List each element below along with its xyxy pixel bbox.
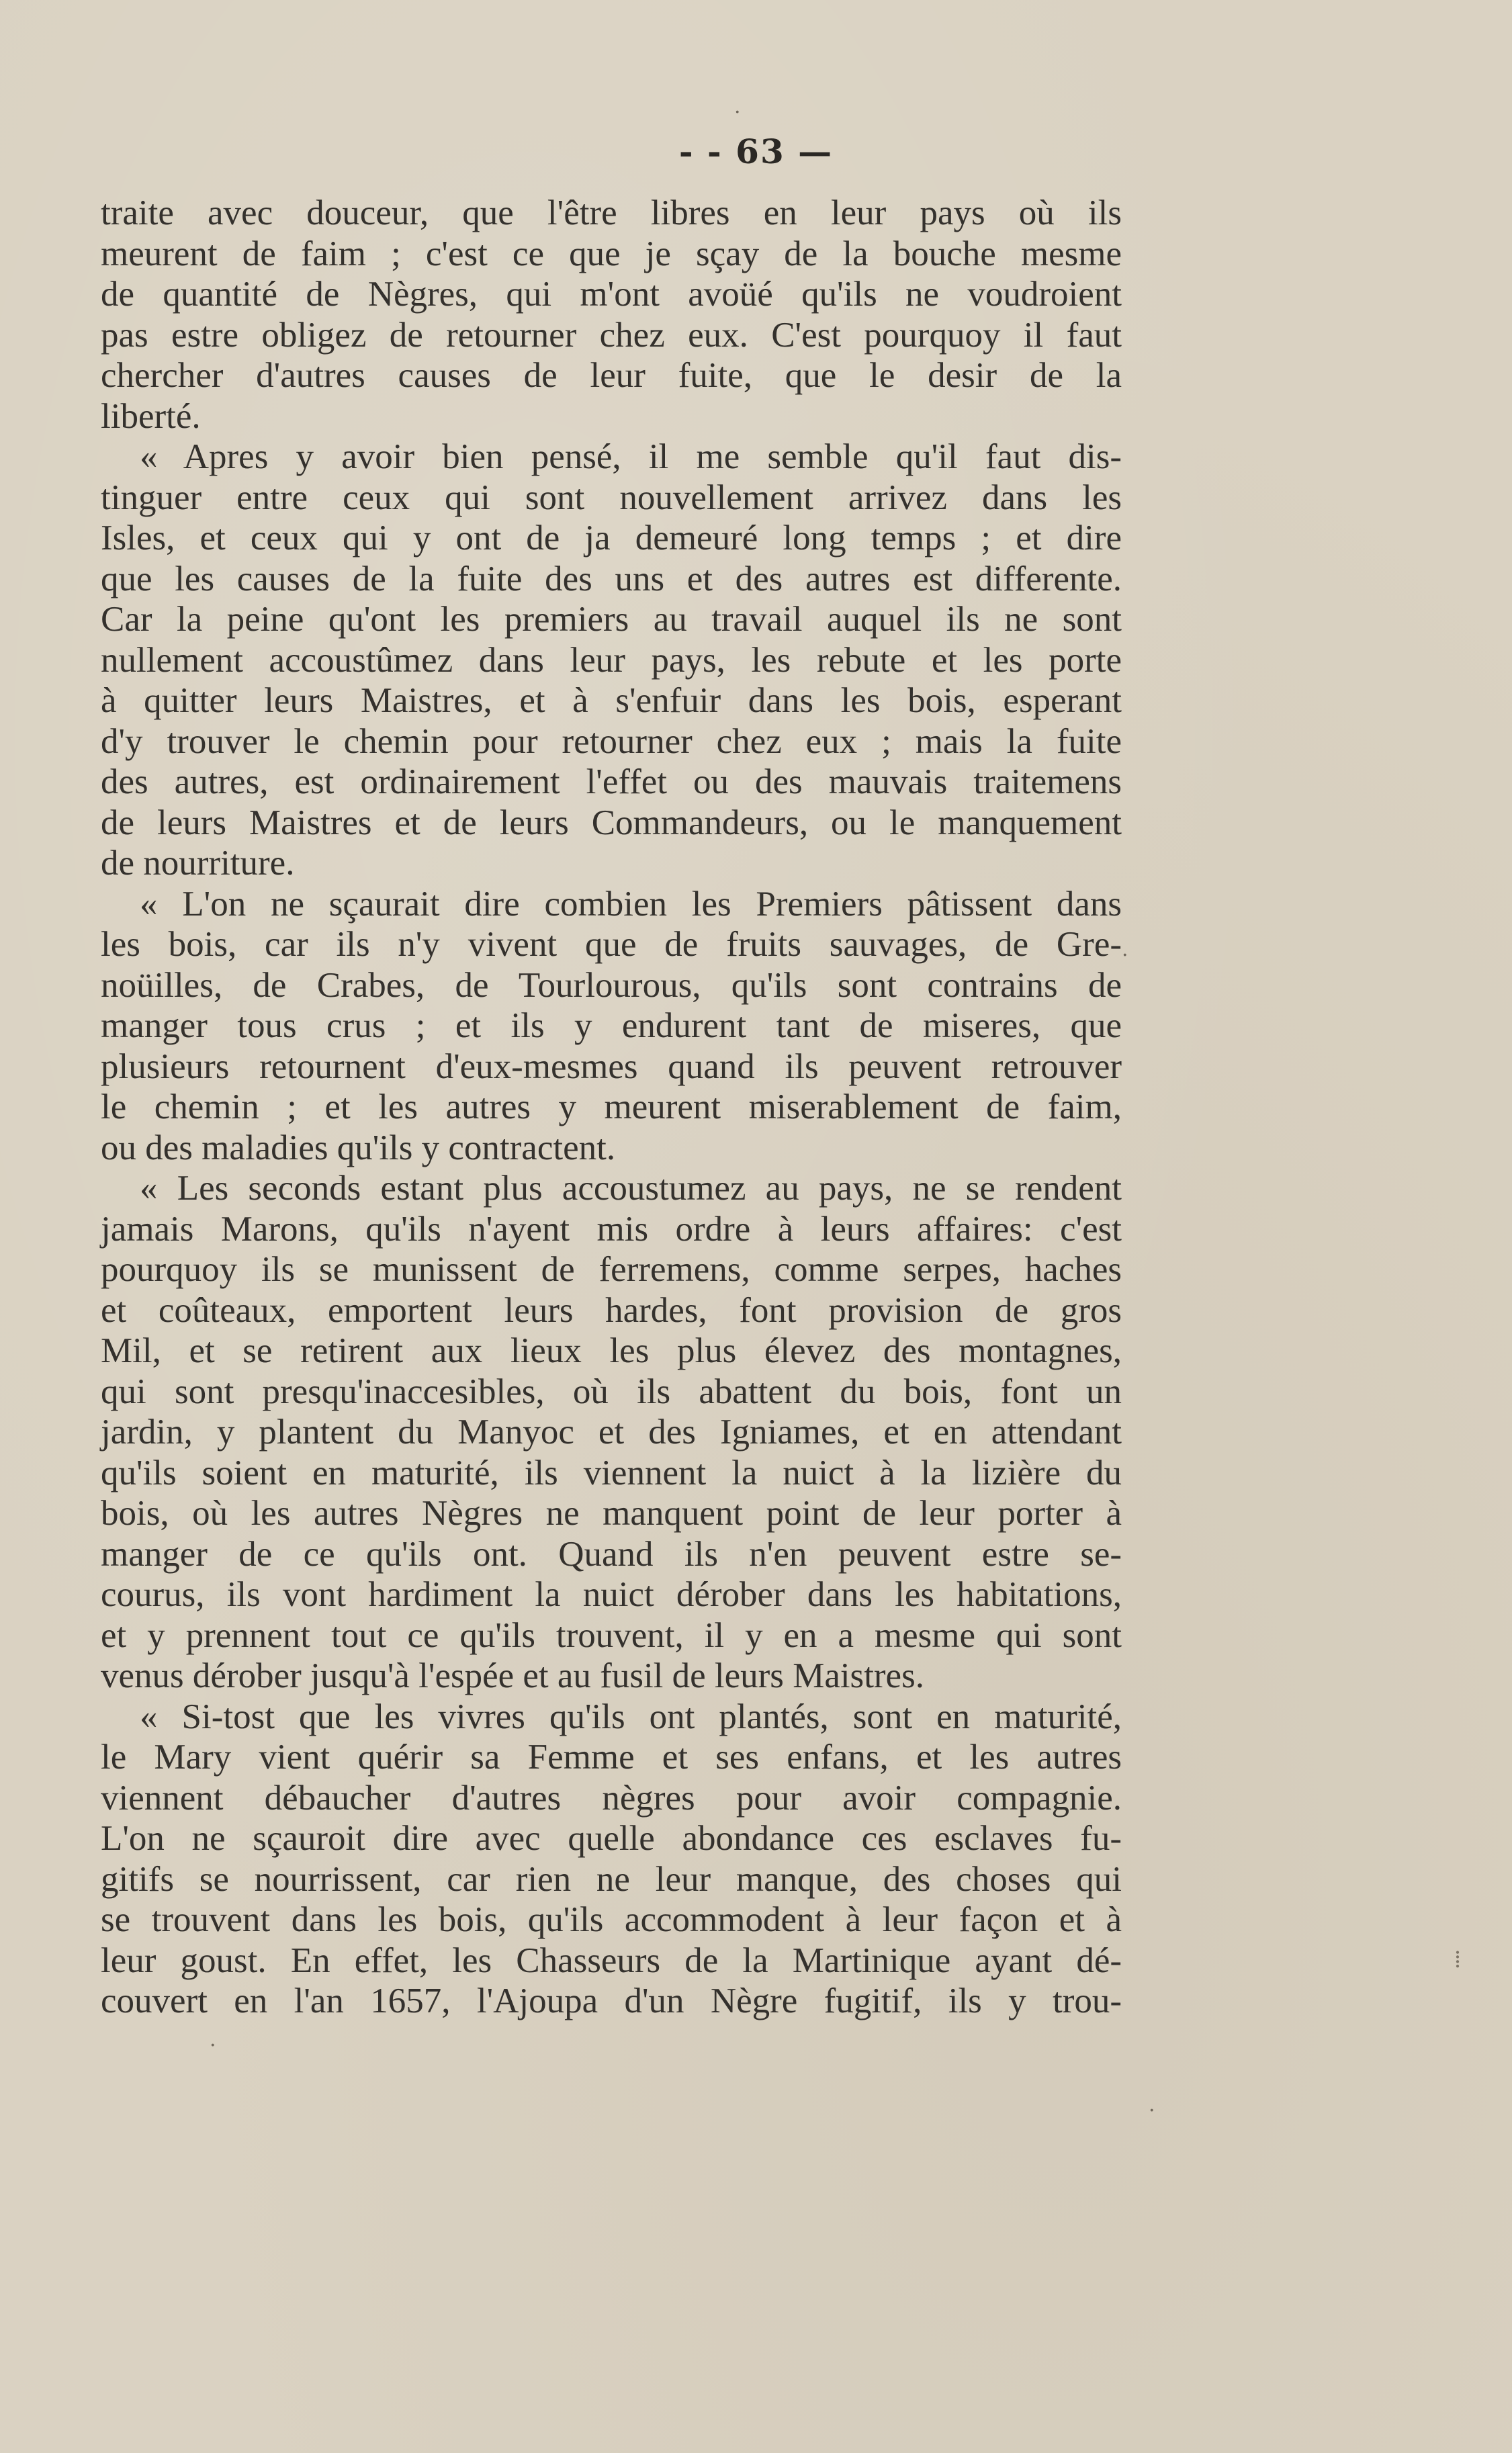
text-line: L'on ne sçauroit dire avec quelle abondance ces esclaves fu-	[101, 1819, 1122, 1858]
text-line: jardin, y plantent du Manyoc et des Igniames, et en attendant	[101, 1413, 1122, 1452]
text-line: leur goust. En effet, les Chasseurs de la Martinique ayant dé-	[101, 1941, 1122, 1980]
paper-speck: ·	[734, 101, 741, 124]
text-line: se trouvent dans les bois, qu'ils accommodent à leur façon et à	[101, 1900, 1122, 1939]
text-line: liberté.	[101, 396, 201, 436]
text-line: et y prennent tout ce qu'ils trouvent, il y en a mesme qui sont	[101, 1615, 1122, 1655]
text-line: qui sont presqu'inaccesibles, où ils abattent du bois, font un	[101, 1372, 1122, 1411]
text-line: bois, où les autres Nègres ne manquent point de leur porter à	[101, 1494, 1122, 1533]
text-line: de nourriture.	[101, 844, 295, 883]
text-line: manger tous crus ; et ils y endurent tant de miseres, que	[101, 1006, 1122, 1045]
text-line: « Si-tost que les vivres qu'ils ont plantés, sont en maturité,	[140, 1697, 1122, 1736]
text-line: viennent débaucher d'autres nègres pour avoir compagnie.	[101, 1778, 1122, 1818]
text-line: et coûteaux, emportent leurs hardes, font provision de gros	[101, 1290, 1122, 1330]
text-line: Car la peine qu'ont les premiers au travail auquel ils ne sont	[101, 600, 1122, 639]
text-line: Mil, et se retirent aux lieux les plus élevez des montagnes,	[101, 1331, 1122, 1370]
text-line: de quantité de Nègres, qui m'ont avoüé qu'ils ne voudroient	[101, 275, 1122, 314]
body-text	[101, 193, 1122, 2022]
text-line: jamais Marons, qu'ils n'ayent mis ordre à leurs affaires: c'est	[101, 1209, 1122, 1249]
text-line: Isles, et ceux qui y ont de ja demeuré long temps ; et dire	[101, 519, 1122, 558]
text-line: gitifs se nourrissent, car rien ne leur manque, des choses qui	[101, 1859, 1122, 1899]
text-line: ou des maladies qu'ils y contractent.	[101, 1128, 616, 1167]
text-line: les bois, car ils n'y vivent que de fruits sauvages, de Gre-	[101, 925, 1122, 964]
text-line: à quitter leurs Maistres, et à s'enfuir dans les bois, esperant	[101, 681, 1122, 720]
text-line: venus dérober jusqu'à l'espée et au fusil de leurs Maistres.	[101, 1656, 924, 1695]
text-line: plusieurs retournent d'eux-mesmes quand ils peuvent retrouver	[101, 1046, 1122, 1086]
paper-speck: ·	[1149, 2099, 1155, 2123]
text-line: le chemin ; et les autres y meurent miserablement de faim,	[101, 1087, 1122, 1126]
text-line: pourquoy ils se munissent de ferremens, comme serpes, haches	[101, 1250, 1122, 1289]
edge-stain: ⁞	[1454, 1946, 1462, 1973]
text-line: qu'ils soient en maturité, ils viennent la nuict à la lizière du	[101, 1453, 1122, 1492]
text-line: le Mary vient quérir sa Femme et ses enfans, et les autres	[101, 1738, 1122, 1777]
text-line: noüilles, de Crabes, de Tourlourous, qu'ils sont contrains de	[101, 965, 1122, 1005]
text-line: meurent de faim ; c'est ce que je sçay de la bouche mesme	[101, 234, 1122, 273]
text-line: couvert en l'an 1657, l'Ajoupa d'un Nègre fugitif, ils y trou-	[101, 1981, 1122, 2020]
text-line: « Les seconds estant plus accoustumez au pays, ne se rendent	[140, 1169, 1122, 1208]
text-line: d'y trouver le chemin pour retourner chez eux ; mais la fuite	[101, 721, 1122, 761]
page-number: - - 63 —	[678, 132, 834, 171]
paper-speck: ·	[1122, 944, 1128, 967]
text-line: traite avec douceur, que l'être libres en leur pays où ils	[101, 193, 1122, 232]
text-line: chercher d'autres causes de leur fuite, que le desir de la	[101, 356, 1122, 395]
text-line: courus, ils vont hardiment la nuict dérober dans les habitations,	[101, 1575, 1122, 1614]
text-line: des autres, est ordinairement l'effet ou des mauvais traitemens	[101, 762, 1122, 801]
text-line: tinguer entre ceux qui sont nouvellement arrivez dans les	[101, 478, 1122, 517]
text-line: « Apres y avoir bien pensé, il me semble qu'il faut dis-	[140, 437, 1122, 476]
text-line: manger de ce qu'ils ont. Quand ils n'en peuvent estre se-	[101, 1534, 1122, 1574]
paper-speck: ·	[210, 2034, 216, 2057]
text-line: « L'on ne sçaurait dire combien les Premiers pâtissent dans	[140, 884, 1122, 924]
text-line: pas estre obligez de retourner chez eux. C'est pourquoy il faut	[101, 315, 1122, 355]
text-line: nullement accoustûmez dans leur pays, les rebute et les porte	[101, 640, 1122, 680]
text-line: de leurs Maistres et de leurs Commandeurs, ou le manquement	[101, 803, 1122, 842]
text-line: que les causes de la fuite des uns et des autres est differente.	[101, 559, 1122, 598]
